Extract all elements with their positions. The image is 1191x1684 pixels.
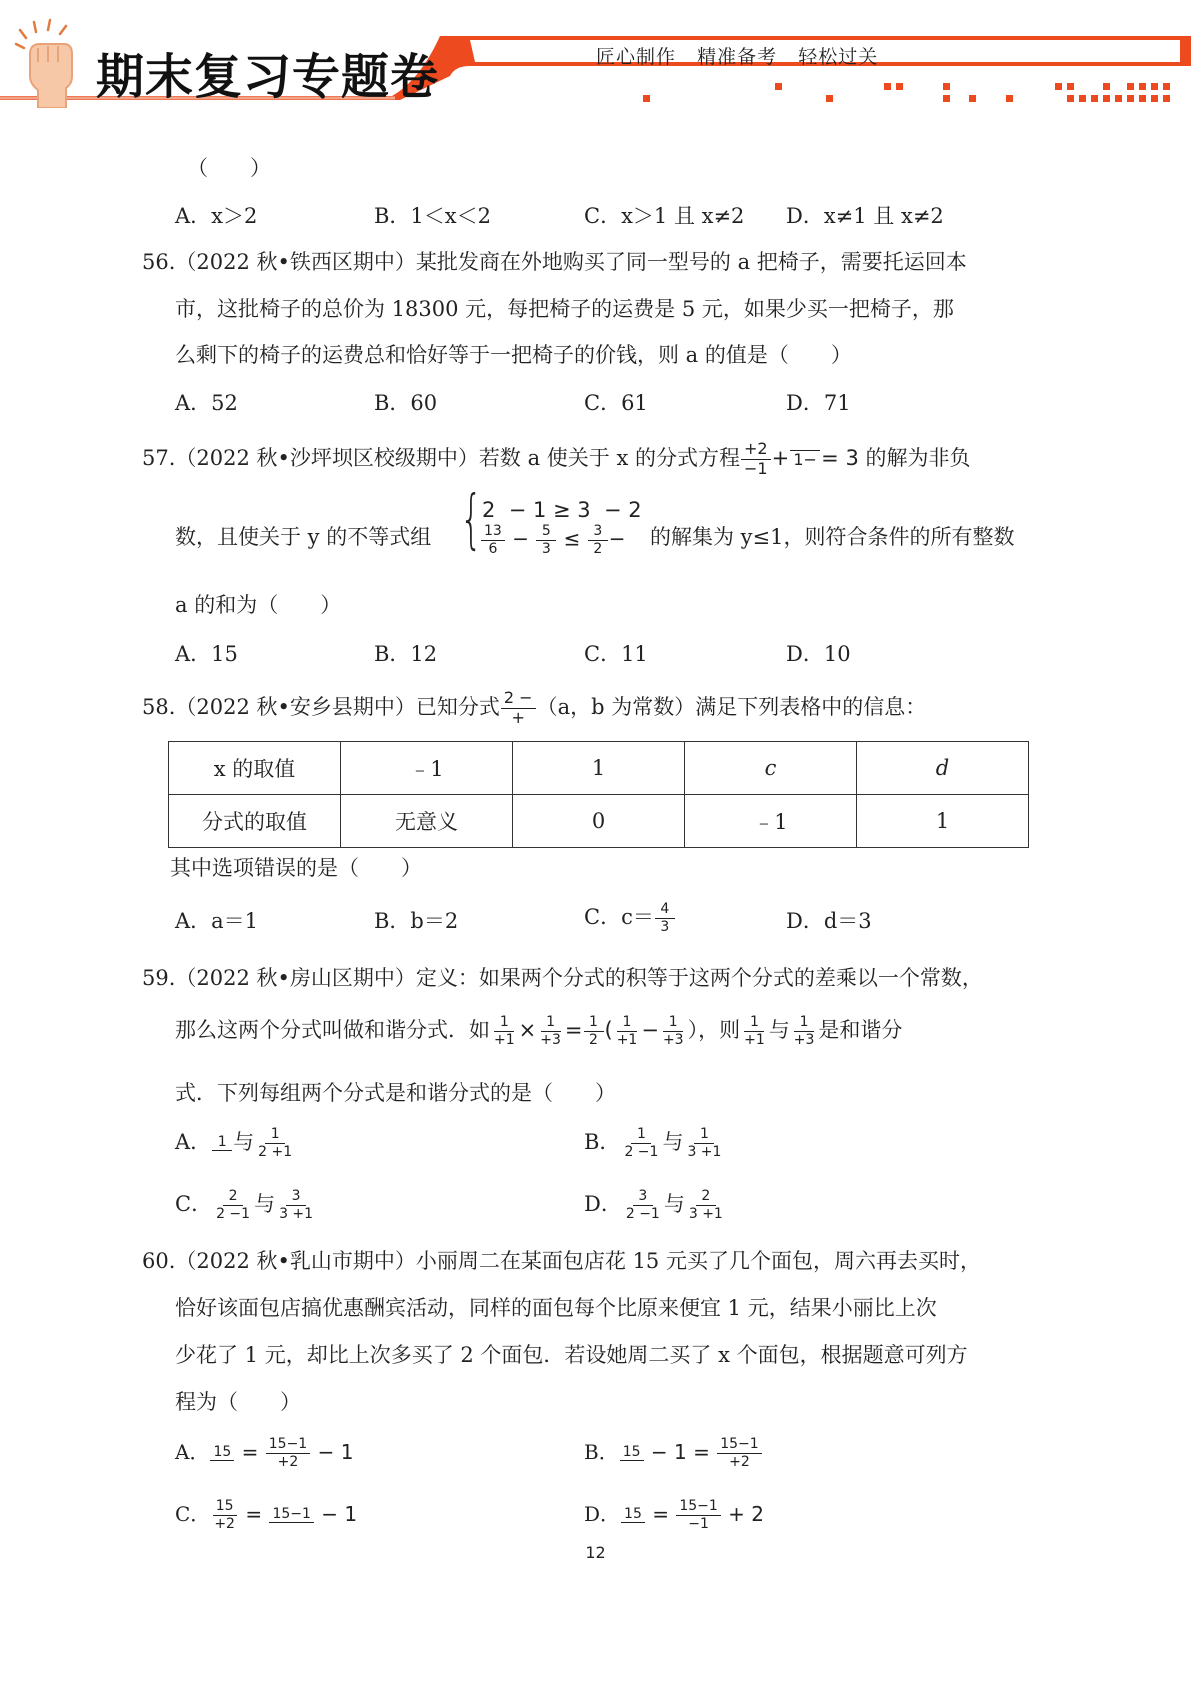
q57-frac1 <box>741 441 771 478</box>
q58-option-b: B．b＝2 <box>374 909 459 933</box>
q57-sys-minus: − <box>512 526 529 551</box>
q60-option-a-r-num: 15−1 <box>266 1437 310 1454</box>
q60-option-c-eq: = <box>245 1502 263 1526</box>
q59-ex-f2 <box>537 1015 564 1047</box>
q60-option-a-r-den: +2 <box>277 1454 299 1470</box>
q58-line1 <box>142 690 926 727</box>
q60-option-a-r <box>266 1437 310 1469</box>
fist-icon <box>14 18 84 108</box>
q58-table <box>168 741 1029 848</box>
q60-line2: 恰好该面包店搞优惠酬宾活动，同样的面包每个比原来便宜 1 元，结果小丽比上次 <box>175 1296 937 1320</box>
q59-option-c-f2-num: 3 <box>286 1189 306 1206</box>
q59-option-a <box>175 1124 296 1160</box>
q56-option-a: A．52 <box>175 391 238 415</box>
q59-ex-f6-den: +3 <box>793 1032 815 1048</box>
q59-ex-f4-den: +3 <box>662 1032 684 1048</box>
q60-option-c-label: C． <box>175 1502 211 1526</box>
q60-option-b-l-den <box>622 1461 642 1462</box>
q57-frac1-num: +2 <box>741 441 771 460</box>
q59-option-c-yu: 与 <box>254 1192 276 1216</box>
q59-ex-f3-num: 1 <box>617 1015 637 1032</box>
table-cell: 1 <box>513 742 685 795</box>
q60-option-a-l-den <box>212 1461 232 1462</box>
q59-option-b-f2-den: 3 +1 <box>687 1144 722 1160</box>
q59-option-b-yu: 与 <box>662 1130 684 1154</box>
q59-ex-f5-num: 1 <box>744 1015 764 1032</box>
q60-option-a-eq: = <box>241 1440 259 1464</box>
q60-option-d <box>584 1494 764 1534</box>
q59-line2-c: 是和谐分 <box>818 1018 903 1042</box>
q59-option-c-f1-den: 2 −1 <box>216 1206 251 1222</box>
table-cell: 分式的取值 <box>169 795 341 848</box>
q60-option-d-l-den <box>623 1523 643 1524</box>
q59-ex-f6-num: 1 <box>794 1015 814 1032</box>
q59-ex-f2-num: 1 <box>541 1015 561 1032</box>
q59-option-d-label: D． <box>584 1192 622 1216</box>
q58-frac-num: 2 − <box>501 690 536 709</box>
q58-option-d: D．d＝3 <box>786 909 872 933</box>
q56-option-b: B．60 <box>374 391 438 415</box>
header-slogan: 匠心制作 精准备考 轻松过关 <box>596 46 879 68</box>
q59-ex-half-num: 1 <box>584 1015 604 1032</box>
q56-line1: 56.（2022 秋•铁西区期中）某批发商在外地购买了同一型号的 a 把椅子，需要托运回本 <box>142 250 967 274</box>
q60-option-d-tail: + 2 <box>728 1502 765 1526</box>
q60-option-d-l-num: 15 <box>621 1507 645 1524</box>
q59-option-a-f1-den <box>212 1151 232 1152</box>
table-cell: d <box>857 742 1029 795</box>
q57-line2-b: 的解集为 y≤1，则符合条件的所有整数 <box>650 525 1015 549</box>
q57-sys-f3 <box>588 524 608 556</box>
q59-ex-f3 <box>614 1015 641 1047</box>
q57-plus: + <box>771 445 790 470</box>
prev-stem-tail: （ ） <box>187 156 271 180</box>
q59-ex-paren: ( <box>604 1018 613 1042</box>
q56-option-d: D．71 <box>786 391 851 415</box>
q59-option-a-f1 <box>212 1135 232 1153</box>
q58-option-c-frac <box>655 902 675 934</box>
q59-option-d-yu: 与 <box>663 1192 685 1216</box>
q60-option-c <box>175 1494 357 1534</box>
page-number: 12 <box>585 1543 606 1562</box>
q56-option-c: C．61 <box>584 391 648 415</box>
q60-line4: 程为（ ） <box>175 1390 301 1414</box>
q59-ex-times: × <box>518 1018 537 1042</box>
q59-option-d-f2 <box>686 1189 726 1221</box>
left-brace-icon: { <box>460 483 483 557</box>
q59-option-a-f2-den: 2 +1 <box>258 1144 293 1160</box>
q60-option-b-r <box>717 1437 761 1469</box>
q57-sys-row1: 2 − 1 ≥ 3 − 2 <box>482 498 642 522</box>
q57-inequality-system <box>460 483 642 574</box>
q60-option-d-r-den: −1 <box>688 1516 709 1532</box>
q57-option-c: C．11 <box>584 642 648 666</box>
q59-ex-f6 <box>791 1015 818 1047</box>
q60-line3: 少花了 1 元，却比上次多买了 2 个面包．若设她周二买了 x 个面包，根据题意可列方 <box>175 1343 968 1367</box>
q59-option-c-f1 <box>213 1189 253 1221</box>
q57-sys-row2 <box>480 524 626 556</box>
table-cell: x 的取值 <box>169 742 341 795</box>
q59-option-a-yu: 与 <box>233 1130 255 1154</box>
page-header <box>0 0 1191 120</box>
q59-option-d-f2-den: 3 +1 <box>688 1206 723 1222</box>
q59-option-b-f1 <box>621 1127 661 1159</box>
q57-line1-a: 57.（2022 秋•沙坪坝区校级期中）若数 a 使关于 x 的分式方程 <box>142 445 740 470</box>
q59-option-c-f1-num: 2 <box>223 1189 243 1206</box>
table-cell: ﹣1 <box>685 795 857 848</box>
q59-option-a-f2-num: 1 <box>265 1127 285 1144</box>
q59-option-a-label: A． <box>175 1130 212 1154</box>
q57-sys-le: ≤ <box>563 526 581 551</box>
q57-frac2-den: 1− <box>793 450 817 470</box>
table-cell: ﹣1 <box>341 742 513 795</box>
q58-frac <box>501 690 536 727</box>
q60-option-b-l <box>620 1445 644 1463</box>
q58-line2: 其中选项错误的是（ ） <box>170 856 422 880</box>
q59-line2-b: ），则 <box>687 1018 741 1042</box>
q60-option-a <box>175 1432 353 1472</box>
q59-option-b-f2 <box>684 1127 724 1159</box>
q60-option-c-r-den <box>282 1523 302 1524</box>
q59-line3: 式．下列每组两个分式是和谐分式的是（ ） <box>175 1081 616 1105</box>
q57-sys-f3-num: 3 <box>588 524 608 541</box>
q60-option-b <box>584 1432 763 1472</box>
q59-ex-f2-den: +3 <box>540 1032 561 1048</box>
prev-option-d: D．x≠1 且 x≠2 <box>786 204 944 228</box>
table-row <box>169 742 1029 795</box>
q59-option-c <box>175 1186 317 1222</box>
q59-ex-f3-den: +1 <box>616 1032 638 1048</box>
q60-option-a-tail: − 1 <box>317 1440 354 1464</box>
q60-option-b-label: B． <box>584 1440 619 1464</box>
q56-line3: 么剩下的椅子的运费总和恰好等于一把椅子的价钱，则 a 的值是（ ） <box>175 343 852 367</box>
q57-sys-f2 <box>536 524 556 556</box>
q60-option-d-eq: = <box>652 1502 669 1526</box>
q57-frac1-den: −1 <box>743 458 768 478</box>
q57-sys-f2-den: 3 <box>541 540 551 557</box>
q60-option-d-label: D． <box>584 1502 621 1526</box>
q60-option-d-r-num: 15−1 <box>676 1499 720 1516</box>
q57-sys-f1 <box>481 524 505 556</box>
q59-option-d-f2-num: 2 <box>696 1189 716 1206</box>
q59-option-c-label: C． <box>175 1192 213 1216</box>
q58-line1-b: （a，b 为常数）满足下列表格中的信息： <box>536 694 927 719</box>
q59-option-b <box>584 1124 725 1160</box>
q57-option-a: A．15 <box>175 642 238 666</box>
q59-ex-minus: − <box>641 1018 659 1042</box>
q60-option-c-r-num: 15−1 <box>269 1507 313 1524</box>
q59-ex-f5-den: +1 <box>744 1032 765 1048</box>
q59-option-a-f2 <box>255 1127 295 1159</box>
q57-line3: a 的和为（ ） <box>175 593 342 617</box>
q59-option-c-f2-den: 3 +1 <box>279 1206 314 1222</box>
q58-option-c-num: 4 <box>655 902 675 919</box>
q57-frac2 <box>790 449 820 469</box>
q57-sys-tail: − <box>608 526 626 551</box>
q59-line2-a: 那么这两个分式叫做和谐分式．如 <box>175 1018 490 1042</box>
q60-option-b-l-num: 15 <box>620 1445 644 1462</box>
q60-option-d-l <box>621 1507 645 1525</box>
q58-option-a: A．a＝1 <box>175 909 259 933</box>
q59-option-b-f2-num: 1 <box>694 1127 714 1144</box>
q59-ex-f4 <box>660 1015 687 1047</box>
q59-option-b-f1-den: 2 −1 <box>624 1144 659 1160</box>
q60-option-d-r <box>676 1499 720 1531</box>
q60-option-c-r <box>269 1507 313 1525</box>
q59-ex-f4-num: 1 <box>663 1015 683 1032</box>
q59-option-d-f1-num: 3 <box>633 1189 653 1206</box>
q59-option-d-f1-den: 2 −1 <box>625 1206 660 1222</box>
q59-line2 <box>175 1014 902 1048</box>
decor-squares <box>643 83 1170 102</box>
q57-option-b: B．12 <box>374 642 438 666</box>
q59-yu: 与 <box>768 1018 790 1042</box>
q59-option-c-f2 <box>276 1189 316 1221</box>
q59-option-b-label: B． <box>584 1130 621 1154</box>
q60-line1: 60.（2022 秋•乳山市期中）小丽周二在某面包店花 15 元买了几个面包，周六再去买时， <box>142 1249 981 1273</box>
q59-option-d-f1 <box>623 1189 663 1221</box>
q59-ex-f1-num: 1 <box>494 1015 514 1032</box>
table-cell: c <box>685 742 857 795</box>
q58-line1-a: 58.（2022 秋•安乡县期中）已知分式 <box>142 694 500 719</box>
q56-line2: 市，这批椅子的总价为 18300 元，每把椅子的运费是 5 元，如果少买一把椅子，那 <box>175 297 954 321</box>
table-cell: 1 <box>857 795 1029 848</box>
q59-ex-eq: = <box>564 1018 583 1042</box>
q57-sys-f2-num: 5 <box>536 524 556 541</box>
q60-option-b-mid: − 1 = <box>650 1440 710 1464</box>
q57-line1 <box>142 441 970 478</box>
table-cell: 无意义 <box>341 795 513 848</box>
q60-option-a-label: A． <box>175 1440 210 1464</box>
header-title: 期末复习专题卷 <box>96 49 440 105</box>
q59-option-a-f1-num: 1 <box>212 1135 232 1152</box>
q59-ex-f5 <box>741 1015 768 1047</box>
q60-option-c-l-num: 15 <box>213 1499 237 1516</box>
q60-option-a-l <box>210 1445 234 1463</box>
q57-option-d: D．10 <box>786 642 851 666</box>
q60-option-c-l-den: +2 <box>214 1516 235 1532</box>
q60-option-b-r-num: 15−1 <box>717 1437 761 1454</box>
q57-sys-f1-den: 6 <box>488 540 498 557</box>
q59-line1: 59.（2022 秋•房山区期中）定义：如果两个分式的积等于这两个分式的差乘以一个常数， <box>142 966 983 990</box>
q57-line2-a: 数，且使关于 y 的不等式组 <box>175 525 432 549</box>
prev-option-a: A．x＞2 <box>175 204 258 228</box>
q57-line1-b: = 3 的解为非负 <box>821 445 971 470</box>
q60-option-c-tail: − 1 <box>321 1502 358 1526</box>
q58-option-c-den: 3 <box>660 919 670 935</box>
q59-option-b-f1-num: 1 <box>631 1127 651 1144</box>
q58-option-c-label: C．c＝ <box>584 905 654 929</box>
prev-option-c: C．x＞1 且 x≠2 <box>584 204 745 228</box>
q59-ex-f1-den: +1 <box>494 1032 515 1048</box>
q60-option-c-l <box>211 1499 238 1531</box>
q58-option-c <box>584 899 676 935</box>
q60-option-a-l-num: 15 <box>210 1445 234 1462</box>
q59-option-d <box>584 1186 727 1222</box>
q59-ex-f1 <box>491 1015 518 1047</box>
q59-ex-half-den: 2 <box>589 1032 598 1048</box>
q60-option-b-r-den: +2 <box>729 1454 750 1470</box>
q57-sys-f3-den: 2 <box>593 540 603 557</box>
q57-sys-f1-num: 13 <box>481 524 505 541</box>
prev-option-b: B．1＜x＜2 <box>374 204 491 228</box>
q59-ex-half <box>584 1015 604 1047</box>
table-row <box>169 795 1029 848</box>
q58-frac-den: + <box>511 707 525 727</box>
table-cell: 0 <box>513 795 685 848</box>
